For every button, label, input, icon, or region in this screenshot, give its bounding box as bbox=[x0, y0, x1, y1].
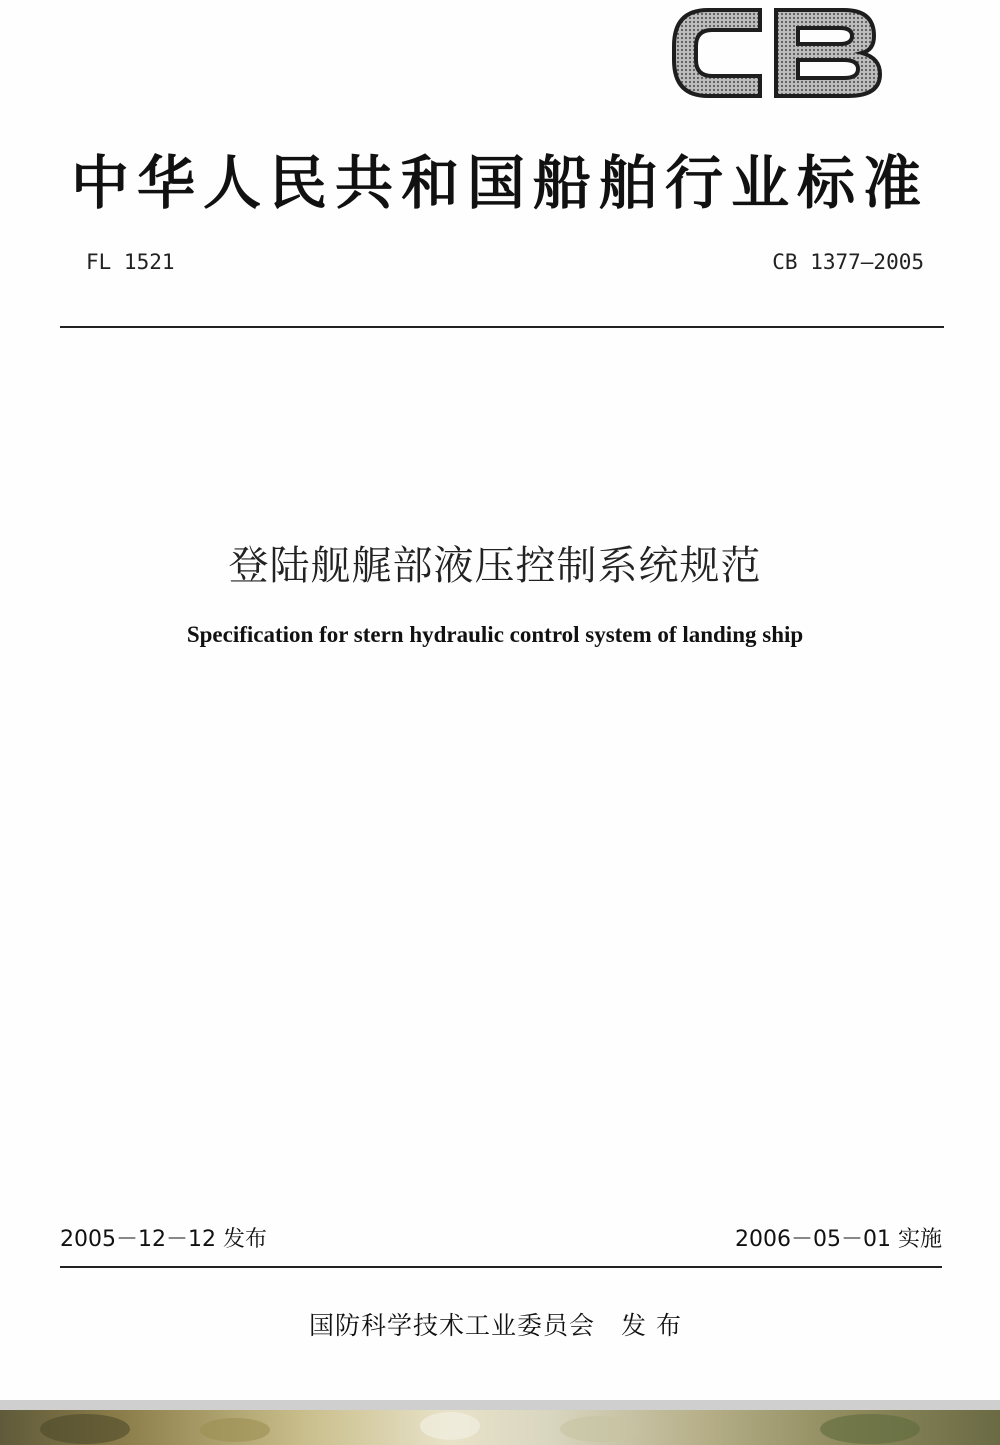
footer-divider bbox=[60, 1266, 942, 1268]
issue-date: 2005－12－12 发布 bbox=[60, 1227, 267, 1252]
publisher-line bbox=[0, 1306, 1000, 1342]
classification-code: FL 1521 bbox=[86, 250, 175, 274]
page-edge-divider bbox=[0, 1400, 1000, 1410]
decorative-blob bbox=[40, 1414, 130, 1444]
decorative-blob bbox=[560, 1416, 640, 1442]
document-title-en: Specification for stern hydraulic control system of landing ship bbox=[186, 622, 804, 647]
decorative-photo-strip bbox=[0, 1410, 1000, 1445]
document-title-cn: 登陆舰艉部液压控制系统规范 bbox=[228, 543, 762, 589]
publisher-name: 国防科学技术工业委员会 bbox=[308, 1311, 595, 1340]
decorative-blob bbox=[820, 1414, 920, 1444]
decorative-blob bbox=[420, 1412, 480, 1440]
publisher-action: 发布 bbox=[621, 1311, 692, 1340]
decorative-blob bbox=[200, 1418, 270, 1442]
standard-number: CB 1377—2005 bbox=[772, 250, 924, 274]
cb-logo bbox=[668, 0, 888, 104]
standard-title: 中华人民共和国船舶行业标准 bbox=[70, 149, 929, 217]
implementation-date: 2006－05－01 实施 bbox=[735, 1227, 942, 1252]
header-divider bbox=[60, 326, 944, 328]
